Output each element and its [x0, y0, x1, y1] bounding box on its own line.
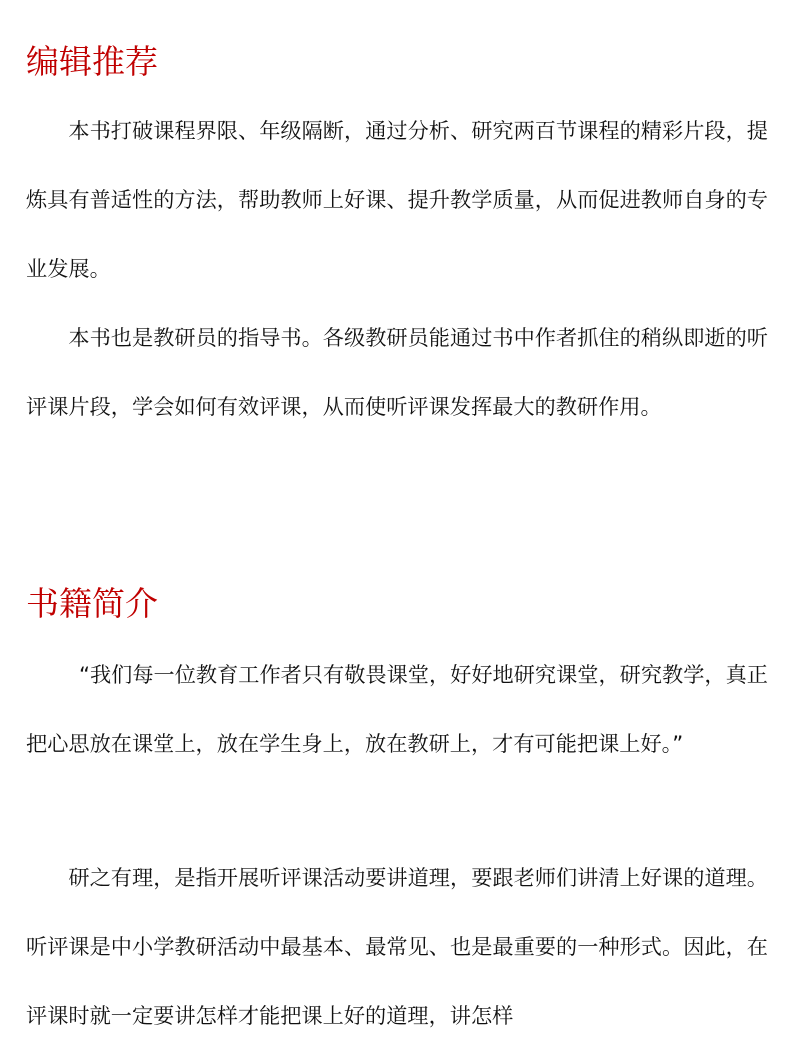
editor-recommendation-title: 编辑推荐 [26, 42, 158, 81]
book-introduction-quote: “我们每一位教育工作者只有敬畏课堂，好好地研究课堂，研究教学，真正把心思放在课堂上，放在学生身上，放在教研上，才有可能把课上好。” [26, 662, 768, 756]
book-introduction-paragraph: 研之有理，是指开展听评课活动要讲道理，要跟老师们讲清上好课的道理。听评课是中小学教研活动中最基本、最常见、也是最重要的一种形式。因此，在评课时就一定要讲怎样才能把课上好的道理，讲怎样 [26, 865, 768, 1028]
editor-recommendation-paragraph-1: 本书打破课程界限、年级隔断，通过分析、研究两百节课程的精彩片段，提炼具有普适性的方法，帮助教师上好课、提升教学质量，从而促进教师自身的专业发展。 [26, 118, 768, 281]
book-introduction-title: 书籍简介 [26, 584, 158, 623]
editor-recommendation-paragraph-2: 本书也是教研员的指导书。各级教研员能通过书中作者抓住的稍纵即逝的听评课片段，学会如何有效评课，从而使听评课发挥最大的教研作用。 [26, 325, 768, 419]
